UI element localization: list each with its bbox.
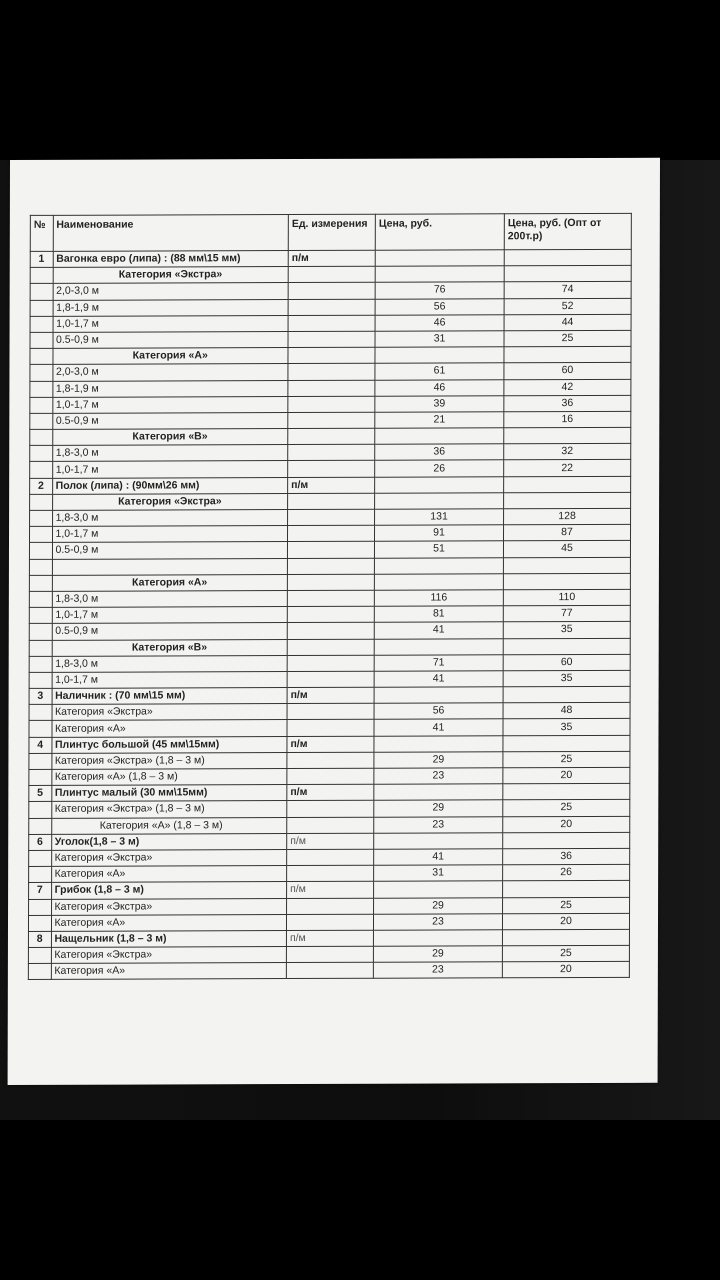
item-unit: п/м [287, 882, 374, 898]
cell-price [374, 574, 503, 591]
cell-unit [287, 590, 374, 606]
price-wholesale-value: 87 [504, 525, 631, 542]
price-wholesale-value: 26 [503, 864, 630, 881]
item-price-wholesale [503, 832, 630, 849]
cell-no [28, 964, 51, 980]
item-name: Вагонка евро (липа) : (88 мм\15 мм) [53, 251, 289, 268]
row-name: Категория «А» [51, 866, 287, 883]
cell-unit [288, 283, 375, 299]
price-value: 56 [374, 703, 503, 720]
table-row [28, 962, 629, 980]
empty-cell [503, 557, 630, 574]
price-value: 21 [375, 412, 504, 429]
item-name: Плинтус малый (30 мм\15мм) [51, 785, 287, 802]
cell-no [30, 397, 53, 413]
price-value: 41 [374, 719, 503, 736]
cell-unit [288, 444, 375, 460]
row-name: 0.5-0,9 м [52, 542, 288, 559]
item-number: 1 [30, 251, 53, 267]
cell-no [30, 462, 53, 478]
row-name: 0.5-0,9 м [52, 623, 288, 640]
cell-no [29, 624, 52, 640]
cell-unit [288, 266, 375, 282]
cell-unit [286, 962, 373, 978]
category-label: Категория «А» [52, 574, 288, 591]
cell-no [30, 348, 53, 364]
cell-no [29, 769, 52, 785]
cell-unit [287, 525, 374, 541]
price-wholesale-value: 35 [503, 622, 630, 639]
cell-unit [288, 461, 375, 477]
item-name: Уголок(1,8 – 3 м) [51, 833, 287, 850]
item-name: Нащельник (1,8 – 3 м) [51, 930, 287, 947]
item-number: 3 [29, 688, 52, 704]
row-name: 1,8-1,9 м [53, 299, 289, 316]
cell-price-wholesale [503, 638, 630, 655]
cell-unit [288, 380, 375, 396]
cell-unit [288, 331, 375, 347]
price-value: 61 [375, 363, 504, 380]
price-value: 46 [375, 315, 504, 332]
cell-price-wholesale [504, 346, 631, 363]
row-name: 2,0-3,0 м [52, 364, 288, 381]
price-value: 81 [374, 606, 503, 623]
item-number: 6 [29, 834, 52, 850]
empty-cell [29, 559, 52, 575]
row-name: 1,0-1,7 м [53, 315, 289, 332]
header-row [30, 213, 631, 251]
price-wholesale-value: 35 [503, 670, 630, 687]
cell-no [30, 429, 53, 445]
price-value: 76 [375, 282, 504, 299]
price-list-sheet [8, 158, 660, 1085]
cell-no [29, 866, 52, 882]
price-wholesale-value: 128 [504, 508, 631, 525]
price-wholesale-value: 20 [503, 816, 630, 833]
cell-unit [288, 412, 375, 428]
cell-unit [287, 898, 374, 914]
price-value: 56 [375, 298, 504, 315]
cell-unit [288, 299, 375, 315]
cell-no [29, 850, 52, 866]
price-wholesale-value: 25 [503, 751, 630, 768]
price-wholesale-value: 20 [502, 962, 629, 979]
price-value: 29 [374, 800, 503, 817]
item-price-wholesale [503, 881, 630, 898]
empty-cell [287, 558, 374, 574]
row-name: Категория «А» [51, 914, 287, 931]
price-wholesale-value: 36 [503, 848, 630, 865]
row-name: 0.5-0,9 м [53, 331, 289, 348]
cell-price-wholesale [504, 492, 631, 509]
price-wholesale-value: 60 [503, 654, 630, 671]
price-value: 29 [374, 897, 503, 914]
cell-no [30, 446, 53, 462]
price-value: 29 [374, 752, 503, 769]
cell-no [30, 510, 53, 526]
item-number: 7 [29, 883, 52, 899]
cell-unit [287, 720, 374, 736]
price-value: 131 [375, 509, 504, 526]
item-price-wholesale [503, 784, 630, 801]
header-price: Цена, руб. [375, 214, 504, 250]
header-price-wholesale: Цена, руб. (Опт от 200т.р) [504, 213, 631, 249]
price-value: 23 [373, 913, 502, 930]
item-unit: п/м [288, 250, 375, 266]
price-wholesale-value: 25 [502, 945, 629, 962]
cell-price [374, 638, 503, 655]
cell-unit [287, 671, 374, 687]
row-name: Категория «А» (1,8 – 3 м) [51, 817, 287, 834]
price-value: 23 [374, 768, 503, 785]
price-wholesale-value: 74 [504, 282, 631, 299]
price-value: 31 [375, 331, 504, 348]
cell-no [28, 947, 51, 963]
cell-no [30, 300, 53, 316]
cell-no [30, 316, 53, 332]
cell-unit [287, 703, 374, 719]
item-unit: п/м [287, 784, 374, 800]
cell-no [29, 527, 52, 543]
cell-no [28, 915, 51, 931]
price-value: 26 [375, 460, 504, 477]
cell-no [30, 413, 53, 429]
cell-unit [287, 768, 374, 784]
row-name: Категория «Экстра» (1,8 – 3 м) [51, 752, 287, 769]
item-price [373, 930, 502, 947]
row-name: Категория «А» [52, 720, 288, 737]
price-value: 91 [375, 525, 504, 542]
cell-price [375, 493, 504, 510]
row-name: Категория «Экстра» (1,8 – 3 м) [51, 801, 287, 818]
price-value: 116 [374, 590, 503, 607]
cell-unit [288, 347, 375, 363]
item-number: 4 [29, 737, 52, 753]
row-name: 1,0-1,7 м [52, 526, 288, 543]
price-wholesale-value: 25 [503, 897, 630, 914]
row-name: 1,0-1,7 м [52, 607, 288, 624]
item-price-wholesale [504, 249, 631, 266]
item-price-wholesale [503, 686, 630, 703]
price-value: 23 [373, 962, 502, 979]
item-unit: п/м [287, 736, 374, 752]
table-body [28, 249, 631, 980]
item-unit: п/м [286, 930, 373, 946]
price-wholesale-value: 60 [504, 363, 631, 380]
cell-unit [287, 574, 374, 590]
price-wholesale-value: 25 [503, 800, 630, 817]
cell-unit [287, 655, 374, 671]
cell-price-wholesale [504, 266, 631, 283]
item-number: 2 [30, 478, 53, 494]
price-wholesale-value: 32 [504, 444, 631, 461]
cell-no [29, 705, 52, 721]
cell-price [375, 347, 504, 364]
cell-no [30, 494, 53, 510]
cell-unit [287, 752, 374, 768]
cell-no [29, 543, 52, 559]
cell-no [29, 656, 52, 672]
cell-unit [287, 639, 374, 655]
table-header [30, 213, 631, 251]
item-number: 8 [28, 931, 51, 947]
price-value: 41 [374, 849, 503, 866]
price-wholesale-value: 110 [503, 589, 630, 606]
row-name: Категория «А» (1,8 – 3 м) [51, 769, 287, 786]
item-price-wholesale [502, 929, 629, 946]
row-name: 2,0-3,0 м [53, 283, 289, 300]
category-label: Категория «Экстра» [52, 493, 288, 510]
cell-price-wholesale [503, 573, 630, 590]
price-table [28, 213, 632, 981]
price-wholesale-value: 36 [504, 395, 631, 412]
row-name: 1,8-3,0 м [52, 510, 288, 527]
cell-price [375, 428, 504, 445]
cell-unit [288, 364, 375, 380]
row-name: Категория «Экстра» [51, 849, 287, 866]
price-wholesale-value: 35 [503, 719, 630, 736]
cell-unit [287, 801, 374, 817]
cell-unit [288, 396, 375, 412]
price-wholesale-value: 22 [504, 460, 631, 477]
row-name: Категория «А» [51, 963, 287, 980]
item-price [375, 476, 504, 493]
cell-unit [288, 428, 375, 444]
empty-cell [374, 557, 503, 574]
cell-unit [287, 849, 374, 865]
item-number: 5 [29, 786, 52, 802]
item-price [374, 687, 503, 704]
item-price [374, 833, 503, 850]
price-value: 41 [374, 622, 503, 639]
cell-no [29, 672, 52, 688]
cell-no [29, 575, 52, 591]
price-wholesale-value: 16 [504, 411, 631, 428]
cell-no [30, 284, 53, 300]
price-value: 46 [375, 379, 504, 396]
header-no: № [30, 215, 53, 251]
price-wholesale-value: 20 [502, 913, 629, 930]
price-value: 36 [375, 444, 504, 461]
cell-no [30, 268, 53, 284]
price-wholesale-value: 44 [504, 314, 631, 331]
item-price [374, 881, 503, 898]
item-unit: п/м [287, 833, 374, 849]
cell-unit [288, 493, 375, 509]
price-wholesale-value: 52 [504, 298, 631, 315]
cell-unit [287, 865, 374, 881]
item-name: Грибок (1,8 – 3 м) [51, 882, 287, 899]
header-unit: Ед. измерения [288, 214, 375, 250]
cell-no [30, 365, 53, 381]
category-label: Категория «В» [52, 429, 288, 446]
price-value: 23 [374, 816, 503, 833]
row-name: Категория «Экстра» [51, 898, 287, 915]
cell-unit [287, 623, 374, 639]
cell-no [29, 802, 52, 818]
price-value: 31 [374, 865, 503, 882]
row-name: Категория «Экстра» [52, 704, 288, 721]
category-label: Категория «Экстра» [53, 267, 289, 284]
cell-unit [288, 315, 375, 331]
item-price [374, 735, 503, 752]
item-unit: п/м [288, 477, 375, 493]
price-value: 51 [374, 541, 503, 558]
cell-no [30, 332, 53, 348]
cell-no [29, 640, 52, 656]
cell-no [29, 753, 52, 769]
row-name: 1,0-1,7 м [52, 671, 288, 688]
price-wholesale-value: 25 [504, 330, 631, 347]
cell-unit [287, 817, 374, 833]
price-wholesale-value: 77 [503, 605, 630, 622]
row-name: 1,0-1,7 м [52, 461, 288, 478]
row-name: 1,8-3,0 м [52, 445, 288, 462]
item-price-wholesale [504, 476, 631, 493]
cell-no [29, 899, 52, 915]
item-price [374, 784, 503, 801]
cell-unit [287, 542, 374, 558]
cell-unit [288, 509, 375, 525]
cell-no [29, 818, 52, 834]
header-name: Наименование [53, 215, 289, 252]
price-wholesale-value: 48 [503, 703, 630, 720]
row-name: 1,8-1,9 м [52, 380, 288, 397]
cell-price-wholesale [504, 427, 631, 444]
item-unit: п/м [287, 687, 374, 703]
category-label: Категория «В» [52, 639, 288, 656]
cell-no [29, 721, 52, 737]
cell-unit [287, 606, 374, 622]
cell-no [29, 591, 52, 607]
row-name: 1,0-1,7 м [52, 396, 288, 413]
row-name: 1,8-3,0 м [52, 590, 288, 607]
item-name: Полок (липа) : (90мм\26 мм) [52, 477, 288, 494]
cell-no [29, 607, 52, 623]
price-wholesale-value: 20 [503, 767, 630, 784]
price-value: 71 [374, 654, 503, 671]
item-price [375, 250, 504, 267]
cell-no [30, 381, 53, 397]
price-value: 41 [374, 671, 503, 688]
item-price-wholesale [503, 735, 630, 752]
row-name: 1,8-3,0 м [52, 655, 288, 672]
row-name: Категория «Экстра» [51, 947, 287, 964]
price-wholesale-value: 42 [504, 379, 631, 396]
price-value: 29 [373, 946, 502, 963]
empty-cell [52, 558, 288, 575]
category-label: Категория «А» [52, 348, 288, 365]
price-value: 39 [375, 395, 504, 412]
item-name: Наличник : (70 мм\15 мм) [52, 688, 288, 705]
cell-unit [286, 946, 373, 962]
price-wholesale-value: 45 [503, 541, 630, 558]
item-name: Плинтус большой (45 мм\15мм) [51, 736, 287, 753]
cell-unit [286, 914, 373, 930]
cell-price [375, 266, 504, 283]
row-name: 0.5-0,9 м [52, 412, 288, 429]
